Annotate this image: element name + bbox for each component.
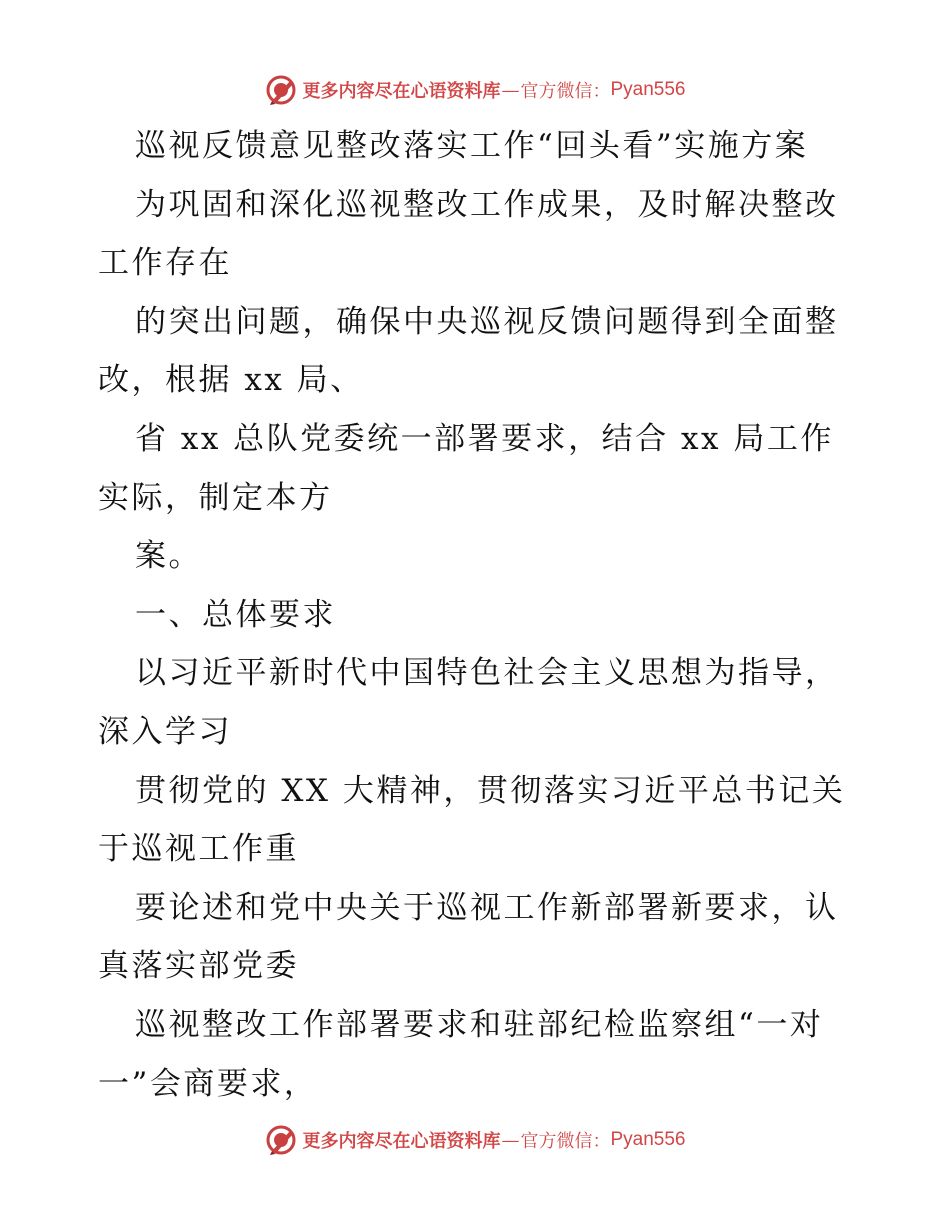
watermark-wechat-label: 官方微信： bbox=[520, 81, 611, 102]
footer-watermark-banner bbox=[0, 1120, 950, 1160]
paragraph-line: 为巩固和深化巡视整改工作成果，及时解决整改 bbox=[135, 186, 839, 223]
paragraph-line: 工作存在 bbox=[98, 245, 232, 282]
watermark-wechat-label: 官方微信： bbox=[520, 1131, 611, 1152]
paragraph-line: 贯彻党的 XX 大精神，贯彻落实习近平总书记关 bbox=[135, 772, 846, 809]
watermark-separator: — bbox=[501, 79, 520, 101]
watermark-wechat-handle: Pyan556 bbox=[610, 1129, 686, 1150]
paragraph-line: 省 xx 总队党委统一部署要求，结合 xx 局工作 bbox=[135, 420, 834, 457]
watermark-slogan: 更多内容尽在心语资料库 bbox=[302, 1131, 501, 1152]
watermark-slogan: 更多内容尽在心语资料库 bbox=[302, 81, 501, 102]
paragraph-line: 以习近平新时代中国特色社会主义思想为指导， bbox=[135, 655, 839, 692]
pen-logo-icon bbox=[264, 1123, 298, 1157]
paragraph-line: 真落实部党委 bbox=[98, 948, 299, 985]
paragraph-line: 深入学习 bbox=[98, 713, 232, 750]
document-title: 巡视反馈意见整改落实工作“回头看”实施方案 bbox=[135, 128, 809, 164]
header-watermark-banner bbox=[0, 70, 950, 110]
paragraph-line: 实际，制定本方 bbox=[98, 479, 333, 516]
paragraph-line: 案。 bbox=[135, 538, 202, 575]
document-body bbox=[98, 117, 858, 1113]
paragraph-line: 改，根据 xx 局、 bbox=[98, 362, 364, 399]
paragraph-line: 一”会商要求， bbox=[98, 1065, 318, 1102]
watermark-separator: — bbox=[501, 1129, 520, 1151]
paragraph-line: 巡视整改工作部署要求和驻部纪检监察组“一对 bbox=[135, 1006, 824, 1043]
paragraph-line: 要论述和党中央关于巡视工作新部署新要求，认 bbox=[135, 889, 839, 926]
section-heading: 一、总体要求 bbox=[135, 596, 336, 633]
pen-logo-icon bbox=[264, 73, 298, 107]
paragraph-line: 于巡视工作重 bbox=[98, 831, 299, 868]
watermark-wechat-handle: Pyan556 bbox=[610, 79, 686, 100]
paragraph-line: 的突出问题，确保中央巡视反馈问题得到全面整 bbox=[135, 303, 839, 340]
